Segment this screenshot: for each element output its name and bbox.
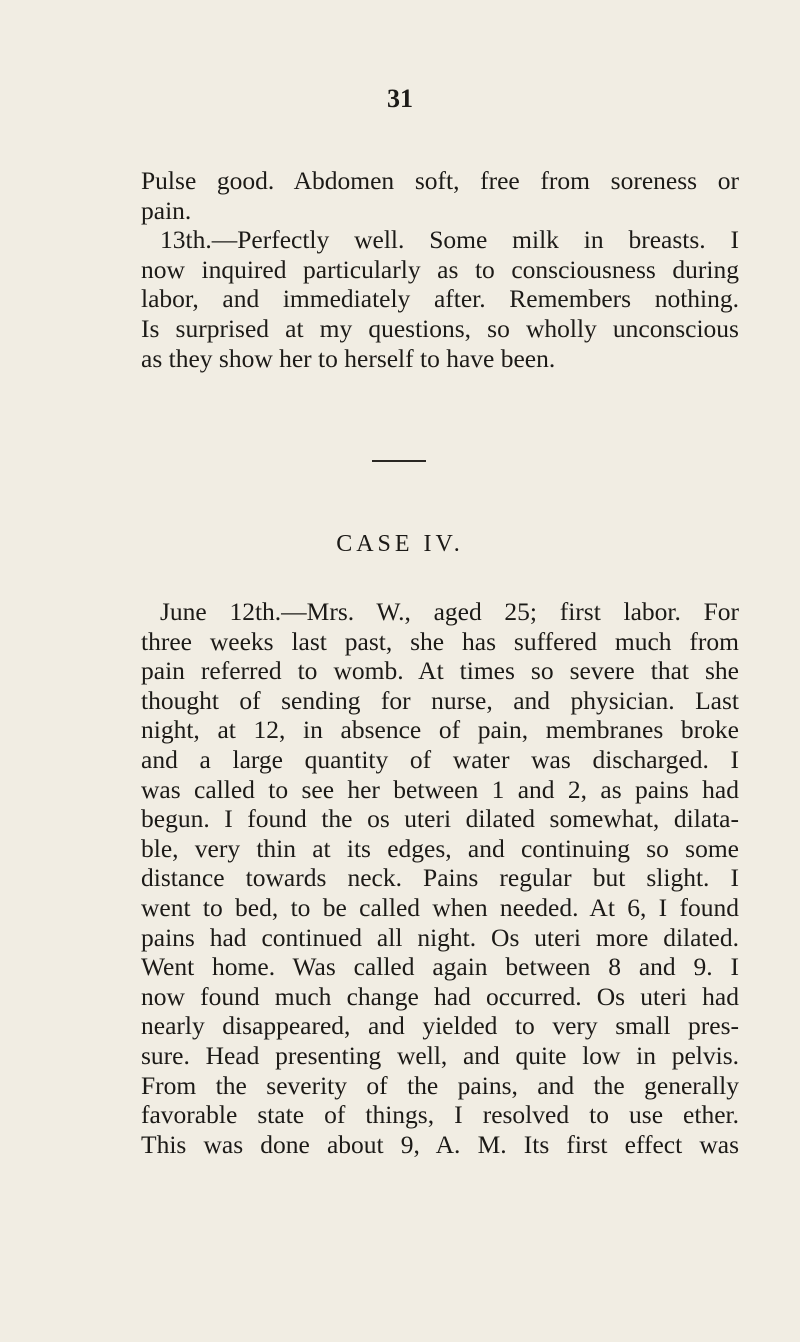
text-line: night, at 12, in absence of pain, membranes broke bbox=[141, 715, 739, 745]
section-divider bbox=[372, 460, 426, 462]
text-line: favorable state of things, I resolved to use ether. bbox=[141, 1100, 739, 1130]
text-line: went to bed, to be called when needed. At 6, I found bbox=[141, 892, 739, 922]
text-line: Pulse good. Abdomen soft, free from soreness or bbox=[141, 166, 739, 195]
paragraph-block-case-iii-end bbox=[141, 166, 739, 373]
text-line: begun. I found the os uteri dilated somewhat, dilata- bbox=[141, 804, 739, 834]
text-line: nearly disappeared, and yielded to very small pres- bbox=[141, 1011, 739, 1041]
text-line: pain. bbox=[141, 195, 192, 225]
text-line: thought of sending for nurse, and physician. Last bbox=[141, 685, 739, 715]
text-line: pains had continued all night. Os uteri more dilated. bbox=[141, 922, 739, 952]
text-line: ble, very thin at its edges, and continuing so some bbox=[141, 833, 739, 863]
text-line: sure. Head presenting well, and quite low in pelvis. bbox=[141, 1040, 739, 1070]
text-line: labor, and immediately after. Remembers nothing. bbox=[141, 284, 739, 314]
text-line: was called to see her between 1 and 2, as pains had bbox=[141, 774, 739, 804]
text-line: as they show her to herself to have been. bbox=[141, 343, 556, 373]
text-line: Went home. Was called again between 8 and 9. I bbox=[141, 952, 739, 982]
case-heading: CASE IV. bbox=[336, 531, 464, 557]
text-line: distance towards neck. Pains regular but slight. I bbox=[141, 863, 739, 893]
text-line: Is surprised at my questions, so wholly unconscious bbox=[141, 313, 739, 343]
text-line: June 12th.—Mrs. W., aged 25; first labor. For bbox=[160, 597, 739, 626]
text-line: 13th.—Perfectly well. Some milk in breasts. I bbox=[160, 225, 739, 255]
text-line: From the severity of the pains, and the generally bbox=[141, 1070, 739, 1100]
text-line: This was done about 9, A. M. Its first effect was bbox=[141, 1129, 739, 1159]
text-line: now inquired particularly as to consciousness during bbox=[141, 254, 739, 284]
text-line: now found much change had occurred. Os uteri had bbox=[141, 981, 739, 1011]
text-line: three weeks last past, she has suffered much from bbox=[141, 626, 739, 656]
text-line: and a large quantity of water was discharged. I bbox=[141, 744, 739, 774]
page-number: 31 bbox=[387, 84, 413, 113]
paragraph-block-case-iv bbox=[141, 597, 739, 1159]
text-line: pain referred to womb. At times so severe that she bbox=[141, 656, 739, 686]
